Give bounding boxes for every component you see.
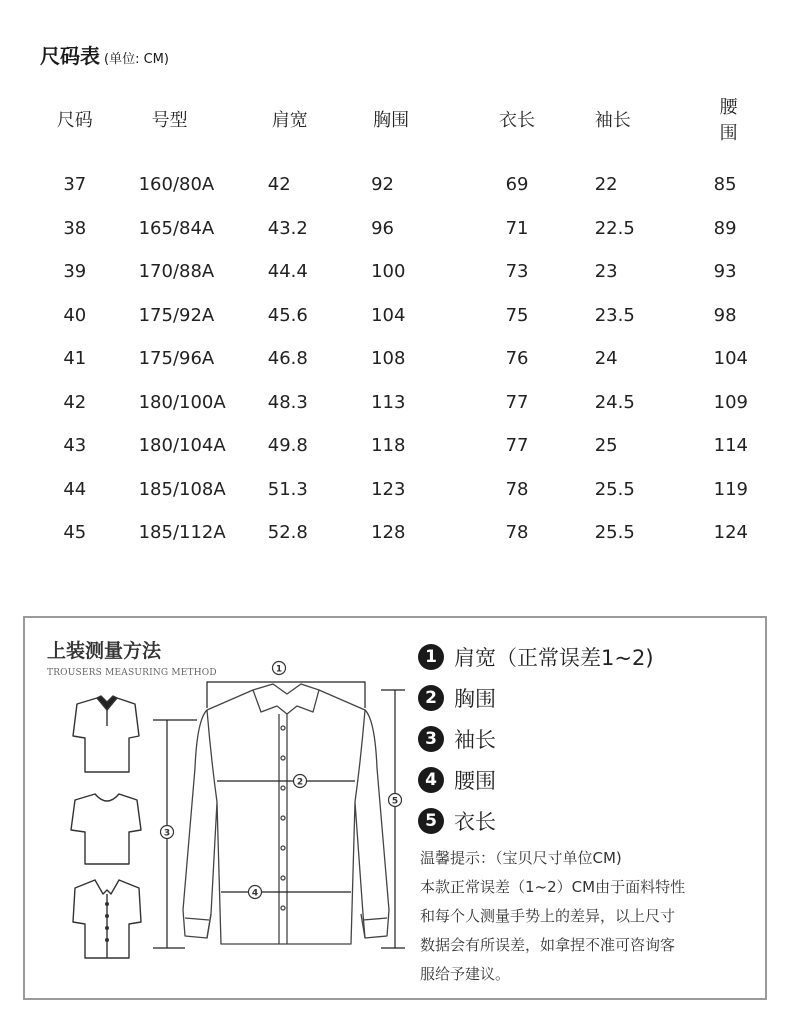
marker-3-label: 3 [163, 828, 171, 839]
main-shirt-drawing [183, 684, 389, 944]
table-cell: 175/96A [138, 348, 215, 370]
legend-label: 肩宽（正常误差1~2) [454, 645, 654, 670]
table-row [28, 207, 748, 251]
table-row [28, 511, 748, 555]
table-cell: 78 [505, 478, 529, 500]
table-row [28, 250, 748, 294]
measuring-guide [23, 616, 767, 1000]
marker-3-icon [161, 826, 174, 839]
tip-line: 和每个人测量手势上的差异，以上尺寸 [420, 907, 676, 925]
measuring-subtitle: TROUSERS MEASURING METHOD [47, 668, 217, 678]
legend-item [418, 718, 654, 759]
table-cell: 23.5 [594, 304, 635, 326]
column-header-sleeve: 袖长 [594, 110, 631, 131]
table-cell: 180/100A [138, 391, 226, 413]
table-cell: 175/92A [138, 304, 215, 326]
table-row [28, 468, 748, 512]
table-cell: 25.5 [594, 522, 635, 544]
table-cell: 165/84A [138, 217, 215, 239]
table-cell: 78 [505, 522, 529, 544]
title-unit: (单位: CM) [104, 52, 169, 67]
table-cell: 38 [63, 217, 87, 239]
table-cell: 98 [713, 304, 737, 326]
table-row [28, 294, 748, 338]
table-cell: 43 [63, 435, 87, 457]
table-cell: 37 [63, 174, 87, 196]
marker-5-icon [389, 794, 402, 807]
polo-shirt-icon [73, 696, 139, 772]
table-cell: 42 [63, 391, 87, 413]
legend-item [418, 677, 654, 718]
legend-item [418, 636, 654, 677]
table-cell: 104 [371, 304, 406, 326]
column-header-chest: 胸围 [373, 110, 410, 131]
table-cell: 92 [371, 174, 395, 196]
table-row [28, 381, 748, 425]
table-cell: 96 [371, 217, 395, 239]
table-cell: 44 [63, 478, 87, 500]
measurement-legend [418, 636, 654, 841]
table-cell: 109 [713, 391, 748, 413]
table-cell: 75 [505, 304, 529, 326]
column-header-waist: 腰围 [719, 97, 738, 144]
measuring-title: 上装测量方法 [47, 640, 162, 662]
table-cell: 123 [371, 478, 406, 500]
table-cell: 41 [63, 348, 87, 370]
table-cell: 104 [713, 348, 748, 370]
table-cell: 42 [267, 174, 291, 196]
number-2-icon: 2 [418, 685, 444, 711]
table-cell: 93 [713, 261, 737, 283]
table-cell: 23 [594, 261, 618, 283]
table-cell: 85 [713, 174, 737, 196]
marker-4-icon [249, 886, 262, 899]
table-cell: 100 [371, 261, 406, 283]
legend-label: 袖长 [454, 727, 496, 752]
table-cell: 77 [505, 391, 529, 413]
marker-2-label: 2 [296, 777, 304, 788]
title-text: 尺码表 [40, 44, 100, 68]
marker-5-label: 5 [391, 796, 399, 807]
table-cell: 45 [63, 522, 87, 544]
table-cell: 22.5 [594, 217, 635, 239]
table-cell: 113 [371, 391, 406, 413]
table-cell: 52.8 [267, 522, 308, 544]
table-cell: 48.3 [267, 391, 308, 413]
table-cell: 39 [63, 261, 87, 283]
table-cell: 45.6 [267, 304, 308, 326]
table-cell: 76 [505, 348, 529, 370]
table-cell: 160/80A [138, 174, 215, 196]
table-cell: 44.4 [267, 261, 308, 283]
marker-2-icon [294, 775, 307, 788]
table-cell: 24.5 [594, 391, 635, 413]
table-cell: 77 [505, 435, 529, 457]
marker-1-icon [273, 662, 286, 675]
tip-line: 本款正常误差（1~2）CM由于面料特性 [420, 878, 686, 896]
table-cell: 25 [594, 435, 618, 457]
tip-line: 服给予建议。 [420, 965, 511, 983]
table-header-row [28, 93, 748, 145]
table-row [28, 337, 748, 381]
shirt-illustration [25, 618, 415, 998]
table-cell: 51.3 [267, 478, 308, 500]
number-3-icon: 3 [418, 726, 444, 752]
legend-label: 衣长 [454, 809, 496, 834]
page-title [40, 40, 169, 69]
table-cell: 108 [371, 348, 406, 370]
number-4-icon: 4 [418, 767, 444, 793]
table-row [28, 424, 748, 468]
table-cell: 40 [63, 304, 87, 326]
column-header-shoulder: 肩宽 [271, 110, 308, 131]
table-cell: 170/88A [138, 261, 215, 283]
number-5-icon: 5 [418, 808, 444, 834]
table-cell: 24 [594, 348, 618, 370]
table-cell: 119 [713, 478, 748, 500]
tshirt-icon [71, 794, 141, 864]
table-cell: 124 [713, 522, 748, 544]
column-header-size: 尺码 [56, 110, 93, 131]
number-1-icon: 1 [418, 644, 444, 670]
table-row [28, 163, 748, 207]
column-header-length: 衣长 [499, 110, 536, 131]
column-header-fit: 号型 [151, 110, 188, 131]
table-cell: 22 [594, 174, 618, 196]
tip-heading: 温馨提示：（宝贝尺寸单位CM) [420, 849, 622, 867]
table-cell: 43.2 [267, 217, 308, 239]
shirt-icon [73, 880, 141, 958]
warm-tip [420, 844, 750, 989]
table-cell: 25.5 [594, 478, 635, 500]
legend-label: 胸围 [454, 686, 496, 711]
table-cell: 128 [371, 522, 406, 544]
table-cell: 185/108A [138, 478, 226, 500]
table-cell: 69 [505, 174, 529, 196]
table-cell: 89 [713, 217, 737, 239]
size-table [28, 93, 748, 555]
table-cell: 49.8 [267, 435, 308, 457]
marker-1-label: 1 [275, 664, 283, 675]
legend-item [418, 759, 654, 800]
legend-label: 腰围 [454, 768, 496, 793]
table-cell: 180/104A [138, 435, 226, 457]
table-cell: 73 [505, 261, 529, 283]
table-cell: 118 [371, 435, 406, 457]
table-cell: 185/112A [138, 522, 226, 544]
table-cell: 114 [713, 435, 748, 457]
table-cell: 71 [505, 217, 529, 239]
table-cell: 46.8 [267, 348, 308, 370]
legend-item [418, 800, 654, 841]
marker-4-label: 4 [251, 888, 259, 899]
tip-line: 数据会有所误差，如拿捏不准可咨询客 [420, 936, 676, 954]
